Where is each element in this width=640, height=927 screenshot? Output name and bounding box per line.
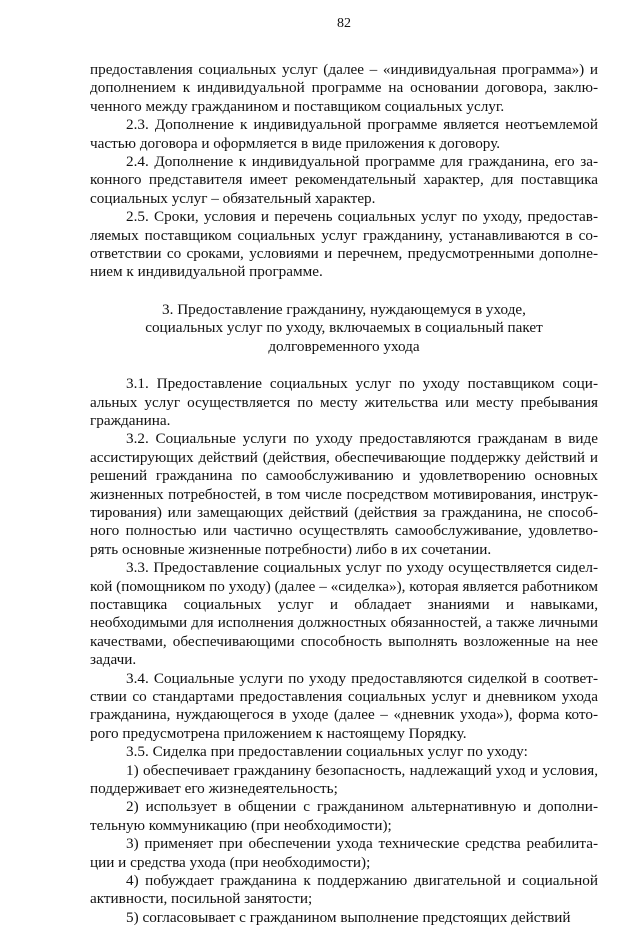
- paragraph-3-1: 3.1. Предоставление социальных услуг по уходу поставщиком социальных услуг осуществляется по месту жительства или месту пребывания гражданина.: [90, 375, 598, 429]
- section-heading-line: долговременного ухода: [268, 337, 420, 355]
- paragraph-3-2: 3.2. Социальные услуги по уходу предоставляются гражданам в виде ассистирующих действий (действия, обеспечивающие поддержку действий и решений гражданина по самообслуживанию и удовлетворению основных жизненных потребностей, в том числе посредством мотивирования, инструктирования) или замещающих действий (действия за гражданина, не способного полностью или частично осуществлять самообслуживание, удовлетворять основные жизненные потребности) либо в их сочетании.: [90, 430, 598, 558]
- paragraph-3-5: 3.5. Сиделка при предоставлении социальных услуг по уходу:: [126, 743, 528, 761]
- list-item-2: 2) использует в общении с гражданином альтернативную и дополнительную коммуникацию (при необходимости);: [90, 798, 598, 834]
- section-heading-line: социальных услуг по уходу, включаемых в социальный пакет: [145, 319, 543, 337]
- paragraph-2-4: 2.4. Дополнение к индивидуальной программе для гражданина, его законного представителя имеет рекомендательный характер, для поставщика социальных услуг – обязательный характер.: [90, 153, 598, 207]
- paragraph-intro: предоставления социальных услуг (далее – «индивидуальная программа») и дополнением к индивидуальной программе на основании договора, заключенного между гражданином и поставщиком социальных услуг.: [90, 61, 598, 115]
- section-heading-line: 3. Предоставление гражданину, нуждающемуся в уходе,: [162, 300, 526, 318]
- document-body: [90, 61, 598, 927]
- list-item-3: 3) применяет при обеспечении ухода технические средства реабилитации и средства ухода (при необходимости);: [90, 835, 598, 871]
- paragraph-2-3: 2.3. Дополнение к индивидуальной программе является неотъемлемой частью договора и оформляется в виде приложения к договору.: [90, 116, 598, 152]
- page-number: 82: [337, 16, 351, 31]
- section-3-heading: [90, 301, 598, 356]
- paragraph-3-3: 3.3. Предоставление социальных услуг по уходу осуществляется сиделкой (помощником по уходу) (далее – «сиделка»), которая является работником поставщика социальных услуг и обладает знаниями и навыками, необходимыми для исполнения должностных обязанностей, а также личными качествами, обеспечивающими способность выполнять возложенные на нее задачи.: [90, 559, 598, 669]
- list-item-4: 4) побуждает гражданина к поддержанию двигательной и социальной активности, посильной занятости;: [90, 872, 598, 908]
- list-item-1: 1) обеспечивает гражданину безопасность, надлежащий уход и условия, поддерживает его жизнедеятельность;: [90, 761, 598, 798]
- paragraph-2-5: 2.5. Сроки, условия и перечень социальных услуг по уходу, предоставляемых поставщиком социальных услуг гражданину, устанавливаются в соответствии со сроками, условиями и перечнем, предусмотренными дополнением к индивидуальной программе.: [90, 208, 598, 281]
- paragraph-3-4: 3.4. Социальные услуги по уходу предоставляются сиделкой в соответствии со стандартами предоставления социальных услуг и дневником ухода гражданина, нуждающегося в уходе (далее – «дневник ухода»), форма которого предусмотрена приложением к настоящему Порядку.: [90, 669, 598, 742]
- list-item-5: 5) согласовывает с гражданином выполнение предстоящих действий: [126, 908, 571, 926]
